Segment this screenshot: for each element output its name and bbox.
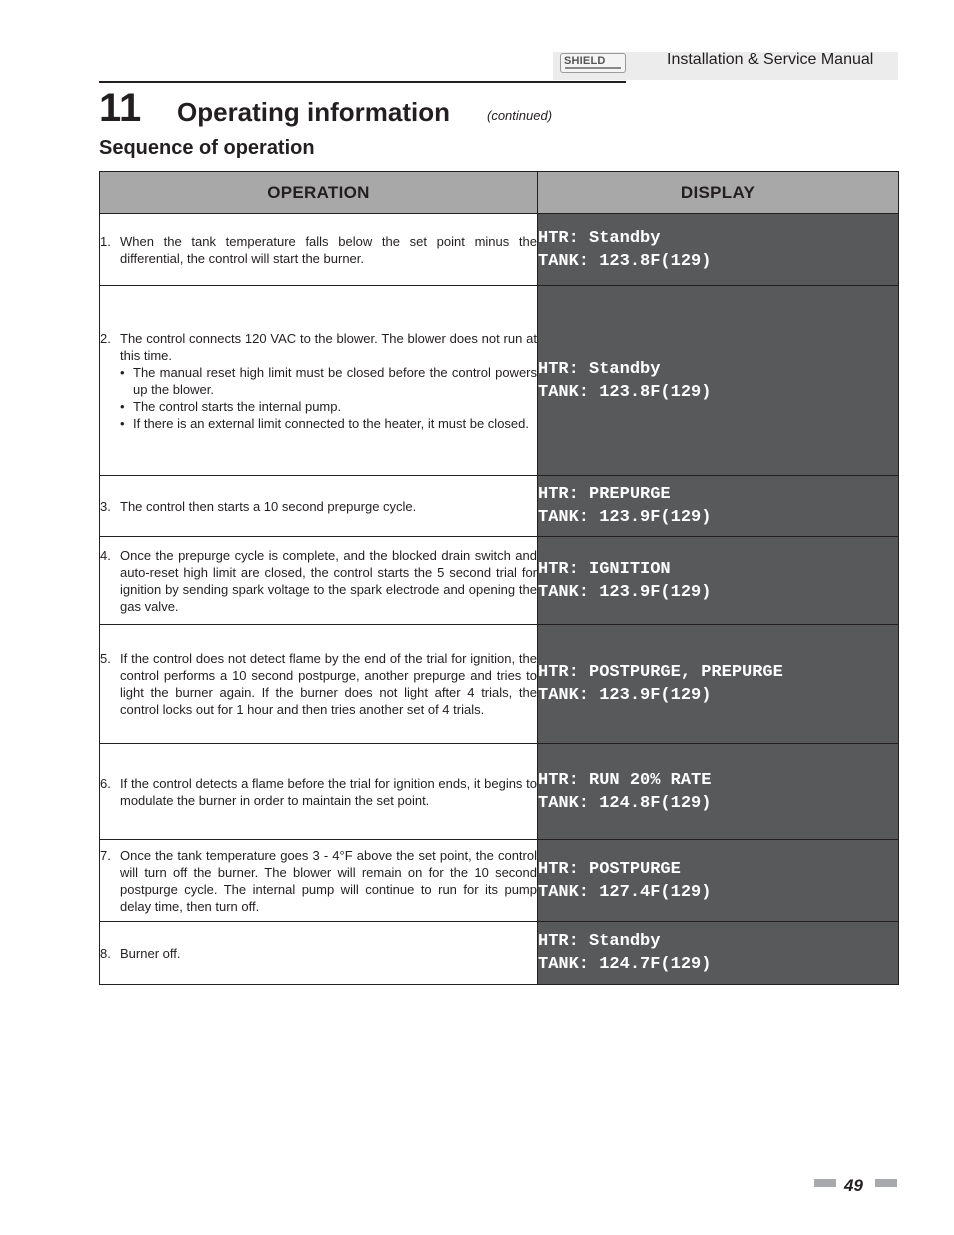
- header-display: DISPLAY: [538, 172, 899, 214]
- display-cell: [538, 625, 899, 744]
- operation-cell: [100, 286, 538, 476]
- display-cell: [538, 922, 899, 985]
- bullet-item: [120, 364, 537, 398]
- operation-cell: [100, 476, 538, 537]
- operation-cell: [100, 625, 538, 744]
- bullet-text: If there is an external limit connected to the heater, it must be closed.: [133, 415, 529, 431]
- table-row: [100, 840, 899, 922]
- bullet-icon: •: [120, 364, 125, 380]
- chapter-title: Operating information: [177, 97, 450, 127]
- display-line: TANK: 124.8F(129): [538, 793, 712, 813]
- display-line: HTR: IGNITION: [538, 559, 671, 579]
- display-line: HTR: POSTPURGE, PREPURGE: [538, 663, 783, 682]
- operation-cell: [100, 744, 538, 840]
- step-number: 5.: [100, 651, 111, 666]
- step-number: 4.: [100, 547, 111, 563]
- sequence-table: [99, 171, 899, 985]
- operation-cell: [100, 840, 538, 922]
- logo-tagline-mark: [565, 67, 621, 69]
- display-cell: [538, 286, 899, 476]
- bullet-icon: •: [120, 415, 125, 431]
- step-number: 1.: [100, 233, 111, 249]
- page-number: 49: [844, 1176, 863, 1195]
- step-text: The control then starts a 10 second prepurge cycle.: [120, 498, 417, 514]
- step-number: 7.: [100, 847, 111, 863]
- display-line: HTR: POSTPURGE: [538, 859, 681, 879]
- display-cell: [538, 214, 899, 286]
- bullet-item: [120, 415, 537, 432]
- display-cell: [538, 476, 899, 537]
- display-line: TANK: 127.4F(129): [538, 882, 712, 902]
- display-line: TANK: 123.8F(129): [538, 382, 712, 402]
- operation-cell: [100, 922, 538, 985]
- display-line: TANK: 123.9F(129): [538, 582, 712, 602]
- step-number: 3.: [100, 498, 111, 514]
- section-title: Sequence of operation: [99, 137, 315, 159]
- step-text: Once the tank temperature goes 3 - 4°F above the set point, the control will turn off the burner. The blower will remain on for the 10 second postpurge cycle. The internal pump will continue to run for its pump delay time, then turn off.: [120, 847, 537, 914]
- table-row: [100, 214, 899, 286]
- display-cell: [538, 537, 899, 625]
- table-body: [100, 214, 899, 985]
- bullet-text: The manual reset high limit must be closed before the control powers up the blower.: [133, 364, 537, 397]
- table-header-row: [100, 172, 899, 214]
- page-bar-right: [875, 1179, 897, 1187]
- header-rule: [99, 81, 626, 83]
- step-text: If the control does not detect flame by the end of the trial for ignition, the control performs a 10 second postpurge, another prepurge and tries to light the burner again. If the burner does not light after 4 trials, the control locks out for 1 hour and then tries another set of 4 trials.: [120, 651, 537, 717]
- step-text: Burner off.: [120, 945, 181, 961]
- table-row: [100, 286, 899, 476]
- page-bar-left: [814, 1179, 836, 1187]
- step-text: The control connects 120 VAC to the blower. The blower does not run at this time.: [120, 330, 537, 363]
- table-row: [100, 537, 899, 625]
- step-number: 6.: [100, 775, 111, 791]
- bullet-item: [120, 398, 537, 415]
- operation-cell: [100, 214, 538, 286]
- chapter-number: 11: [99, 86, 142, 130]
- display-line: HTR: PREPURGE: [538, 485, 671, 504]
- display-line: TANK: 123.9F(129): [538, 686, 712, 705]
- display-line: HTR: Standby: [538, 359, 661, 379]
- header-operation: OPERATION: [100, 172, 538, 214]
- display-line: HTR: Standby: [538, 932, 661, 951]
- manual-title: Installation & Service Manual: [667, 51, 874, 68]
- operation-cell: [100, 537, 538, 625]
- display-line: HTR: Standby: [538, 228, 661, 248]
- bullet-icon: •: [120, 398, 125, 414]
- display-line: TANK: 123.9F(129): [538, 508, 712, 527]
- step-text: Once the prepurge cycle is complete, and the blocked drain switch and auto-reset high limit are closed, the control starts the 5 second trial for ignition by sending spark voltage to the spark electrode and opening the gas valve.: [120, 547, 537, 614]
- display-line: TANK: 123.8F(129): [538, 251, 712, 271]
- continued-label: (continued): [487, 108, 553, 123]
- table-row: [100, 922, 899, 985]
- step-number: 2.: [100, 330, 111, 346]
- display-line: HTR: RUN 20% RATE: [538, 770, 712, 790]
- display-cell: [538, 744, 899, 840]
- step-text: When the tank temperature falls below the set point minus the differential, the control will start the burner.: [120, 233, 537, 266]
- logo-text: SHIELD: [564, 55, 606, 67]
- bullet-text: The control starts the internal pump.: [133, 398, 342, 414]
- table-row: [100, 625, 899, 744]
- table-row: [100, 744, 899, 840]
- display-line: TANK: 124.7F(129): [538, 955, 712, 974]
- step-text: If the control detects a flame before the trial for ignition ends, it begins to modulate the burner in order to maintain the set point.: [120, 775, 537, 808]
- display-cell: [538, 840, 899, 922]
- step-number: 8.: [100, 945, 111, 961]
- shield-logo: [560, 53, 626, 73]
- table-row: [100, 476, 899, 537]
